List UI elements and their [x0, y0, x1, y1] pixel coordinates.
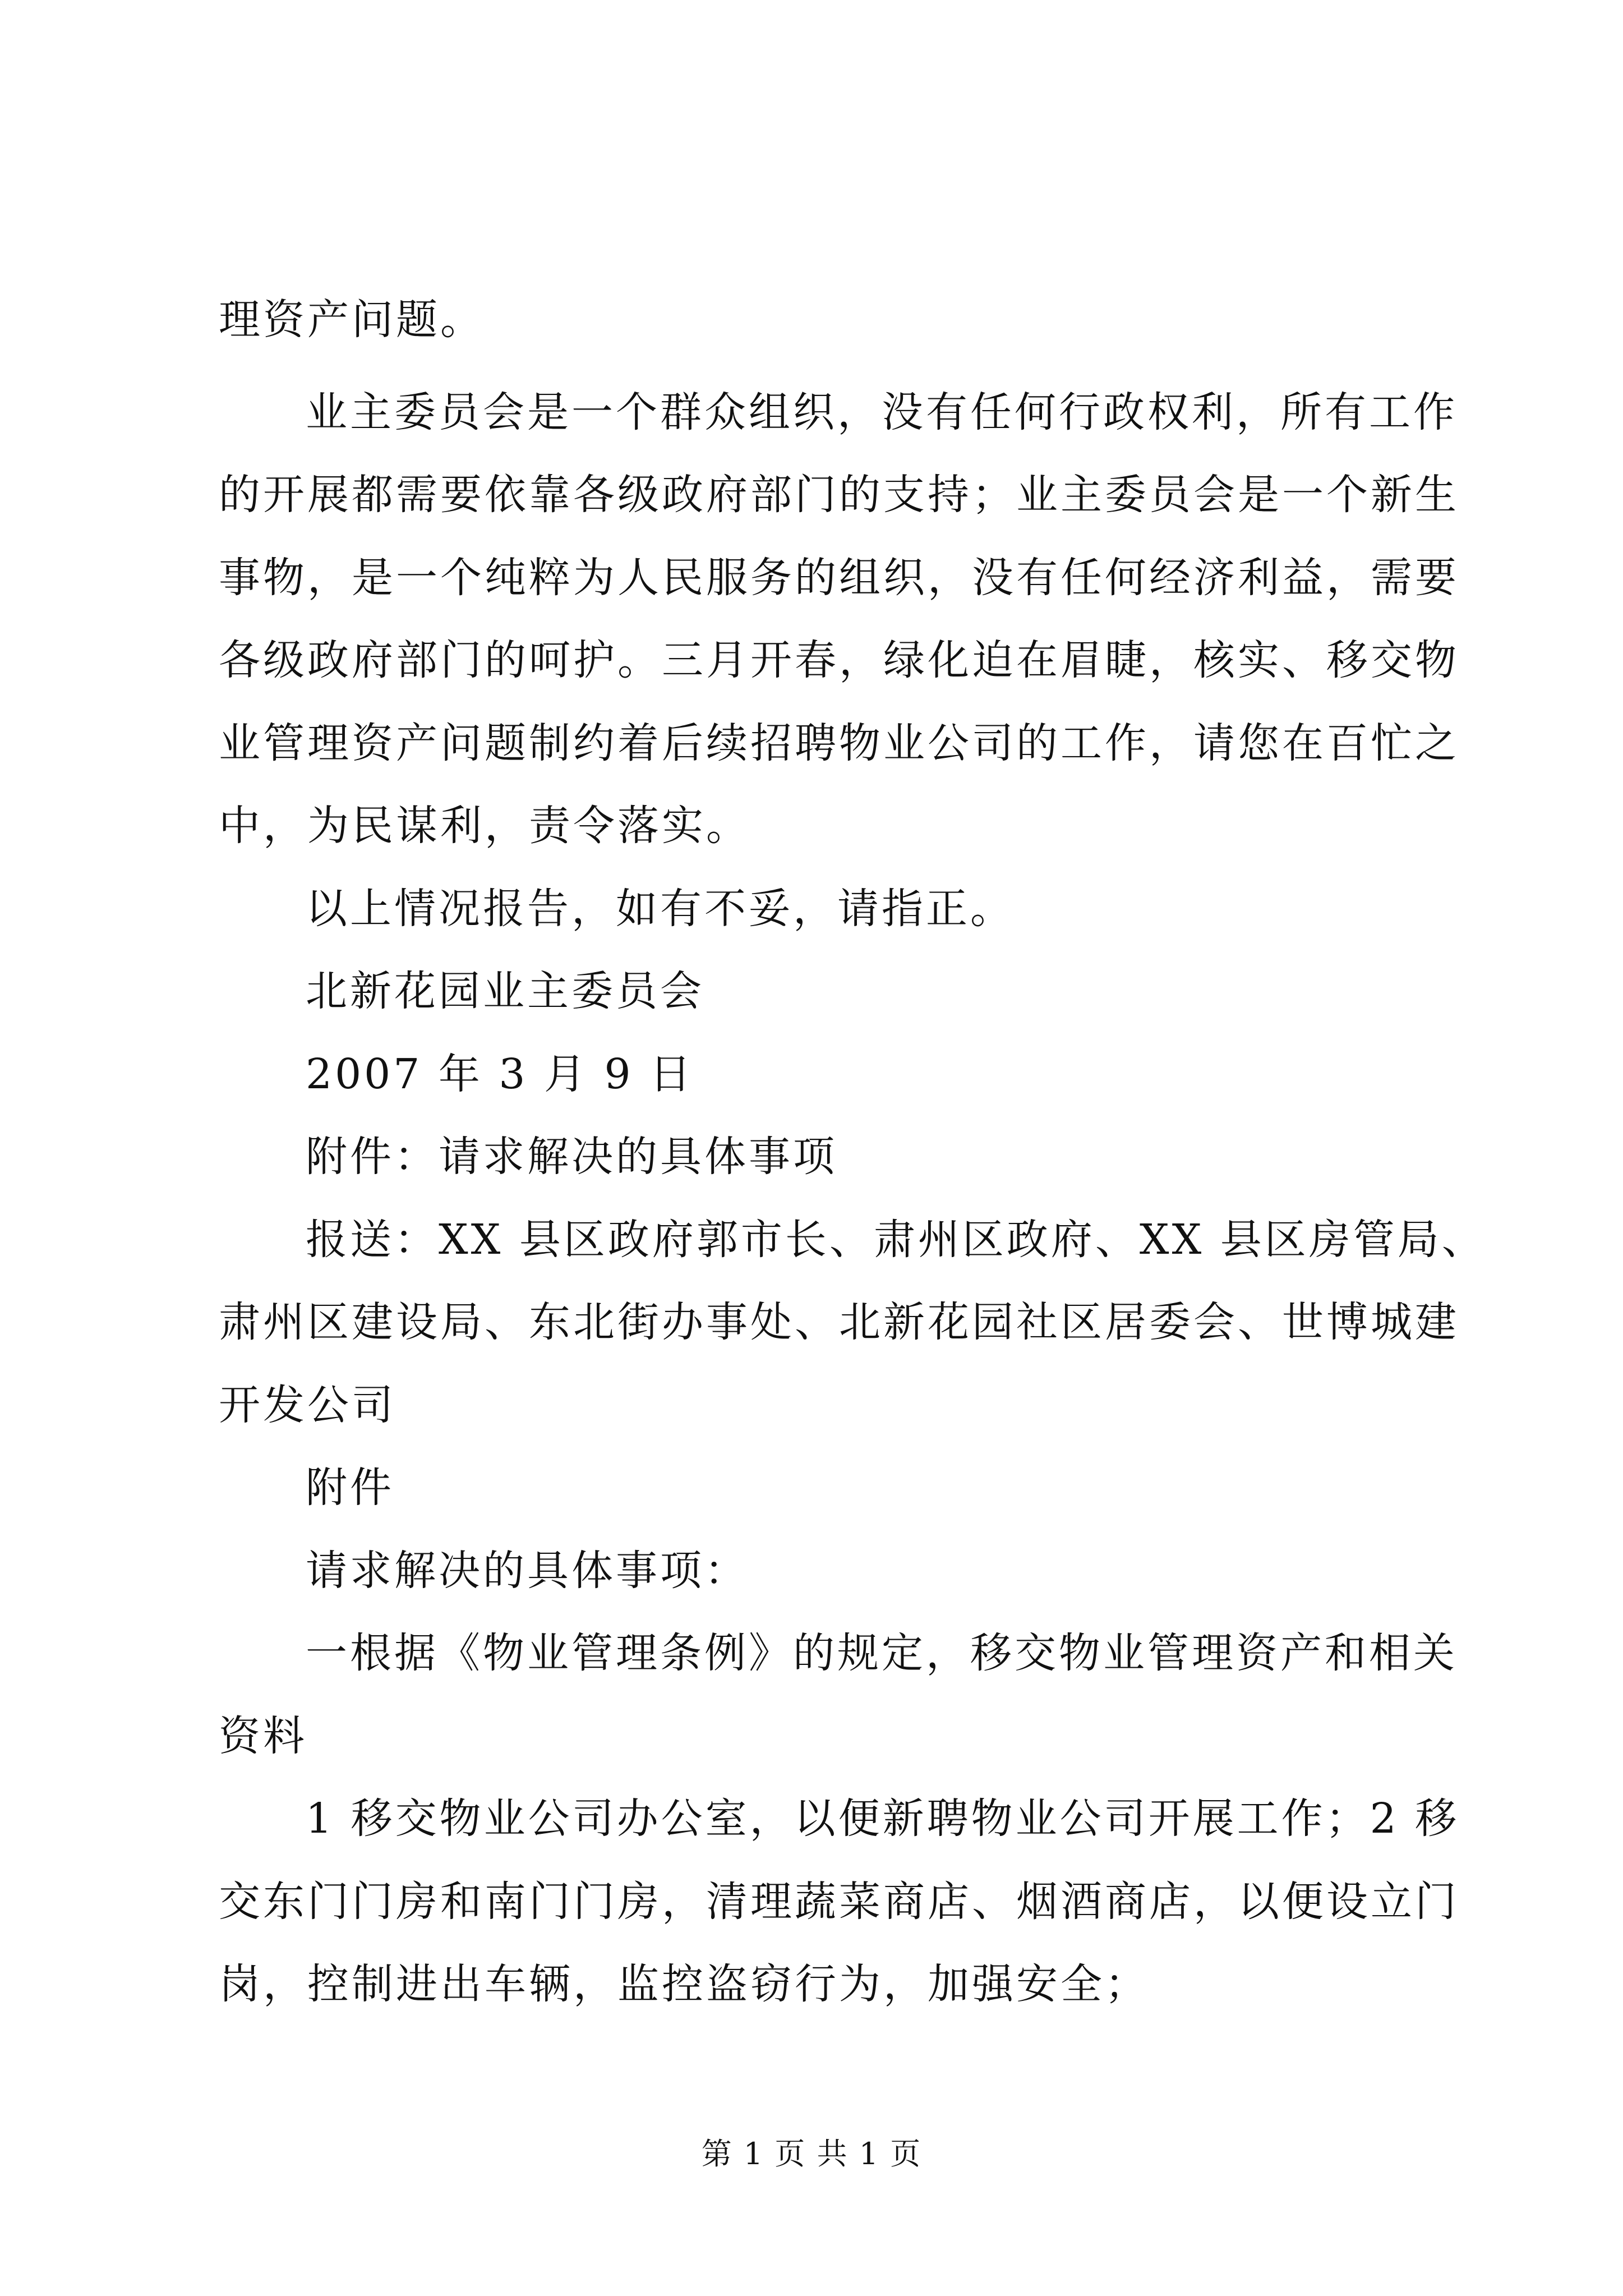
text-line: 附件：请求解决的具体事项: [306, 1133, 837, 1181]
text-line: 交东门门房和南门门房，清理蔬菜商店、烟酒商店，以便设立门: [219, 1878, 1459, 1926]
page-number-footer: 第 1 页 共 1 页: [701, 2136, 922, 2171]
text-line: 岗，控制进出车辆，监控盗窃行为，加强安全；: [219, 1960, 1149, 2008]
text-line: 附件: [306, 1464, 394, 1512]
text-line: 业管理资产问题制约着后续招聘物业公司的工作，请您在百忙之: [219, 719, 1459, 767]
text-line: 各级政府部门的呵护。三月开春，绿化迫在眉睫，核实、移交物: [219, 636, 1459, 684]
text-line: 中，为民谋利，责令落实。: [219, 802, 750, 850]
text-line: 业主委员会是一个群众组织，没有任何行政权利，所有工作: [306, 388, 1458, 436]
text-line: 2007 年 3 月 9 日: [306, 1050, 694, 1098]
text-line: 报送：XX 县区政府郭市长、肃州区政府、XX 县区房管局、: [306, 1216, 1486, 1264]
text-line: 1 移交物业公司办公室，以便新聘物业公司开展工作；2 移: [306, 1795, 1460, 1843]
text-line: 请求解决的具体事项：: [306, 1547, 749, 1595]
text-line: 的开展都需要依靠各级政府部门的支持；业主委员会是一个新生: [219, 471, 1459, 519]
text-line: 北新花园业主委员会: [306, 967, 704, 1015]
text-line: 资料: [219, 1712, 307, 1760]
text-line: 以上情况报告，如有不妥，请指正。: [306, 885, 1015, 933]
text-line: 事物，是一个纯粹为人民服务的组织，没有任何经济利益，需要: [219, 554, 1459, 602]
text-line: 一根据《物业管理条例》的规定，移交物业管理资产和相关: [306, 1629, 1458, 1677]
text-line: 开发公司: [219, 1381, 396, 1429]
text-line: 肃州区建设局、东北街办事处、北新花园社区居委会、世博城建: [219, 1298, 1459, 1346]
text-line: 理资产问题。: [219, 296, 485, 344]
